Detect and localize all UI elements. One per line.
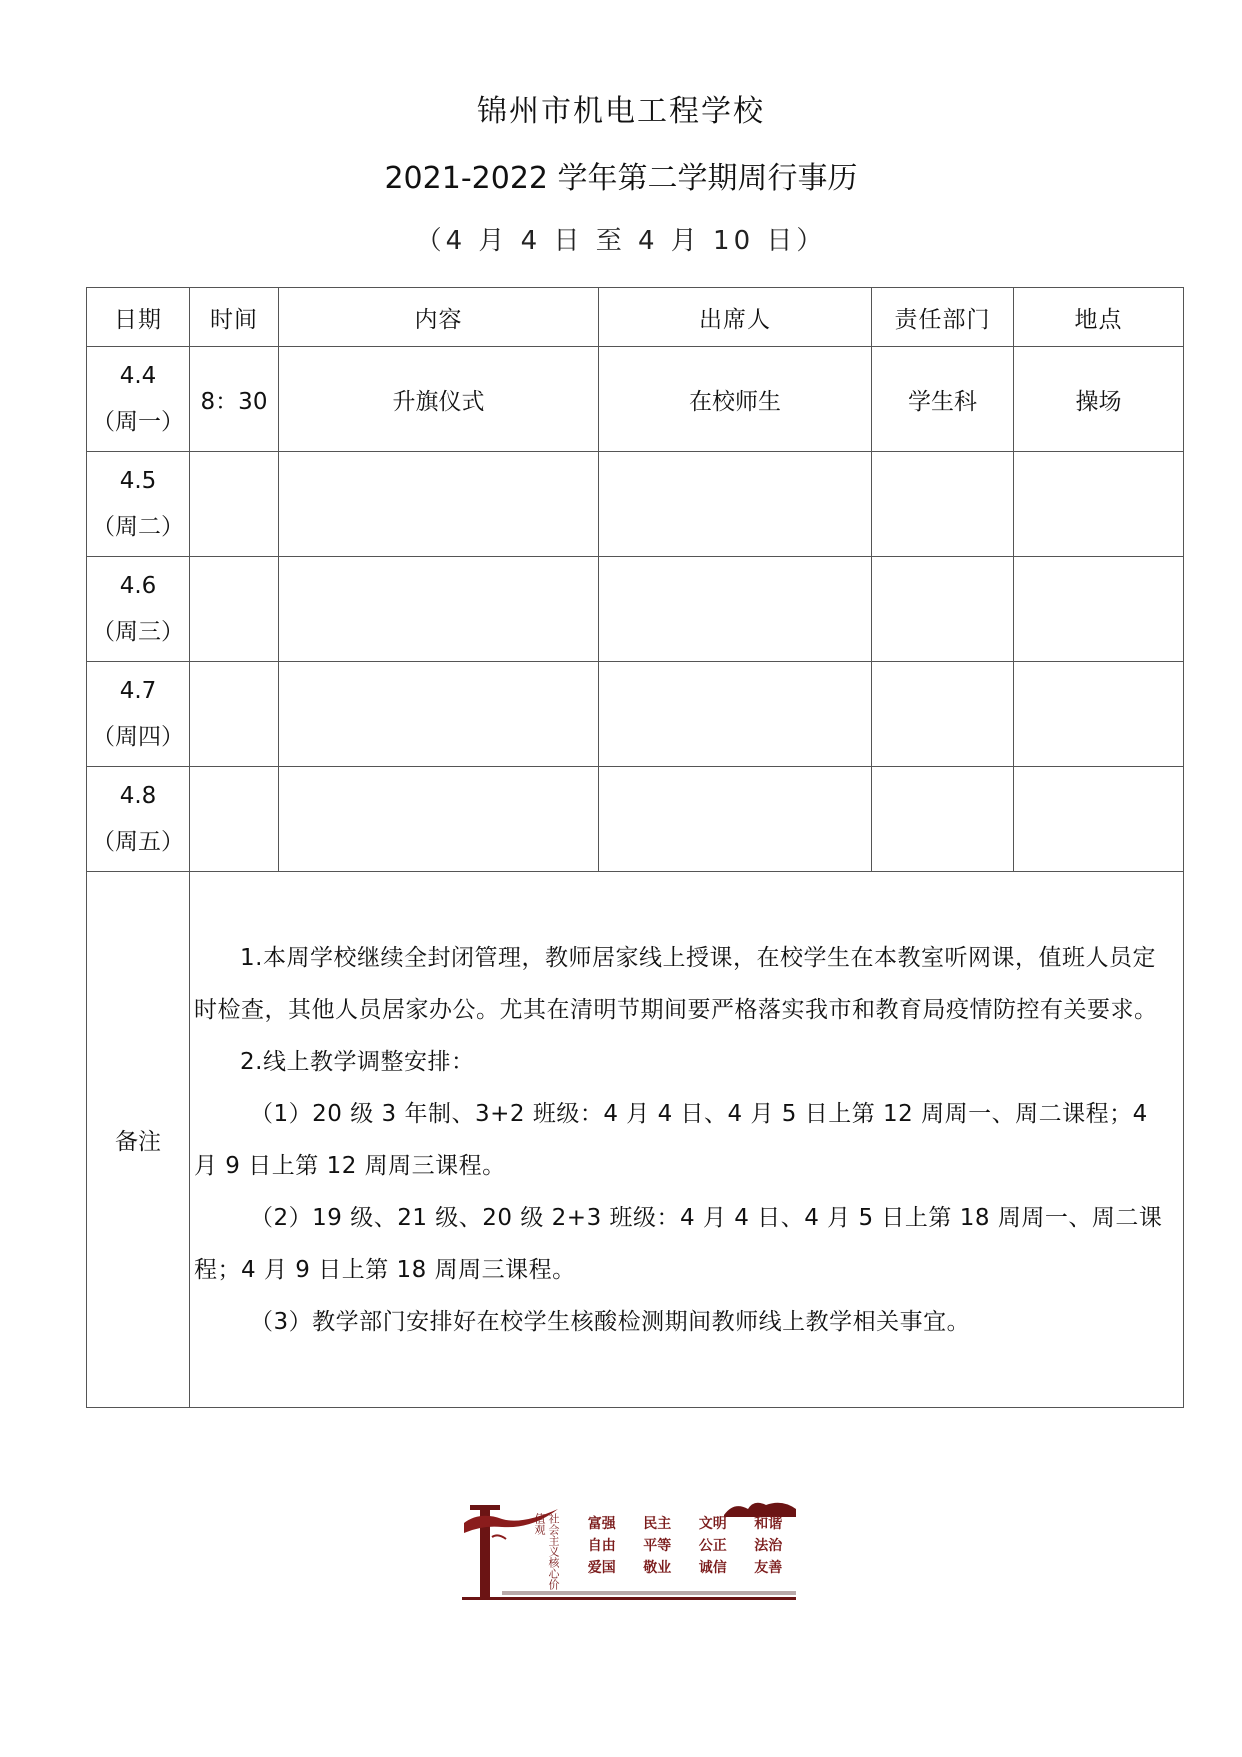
note-paragraph: （3）教学部门安排好在校学生核酸检测期间教师线上教学相关事宜。 — [250, 1308, 971, 1335]
time-cell — [190, 452, 279, 557]
calendar-title: 2021-2022 学年第二学期周行事历 — [384, 161, 858, 196]
date: 4.4 — [119, 363, 157, 389]
content-cell — [279, 557, 599, 662]
header-row — [87, 288, 1184, 347]
location-cell — [1014, 452, 1184, 557]
date-cell — [87, 452, 190, 557]
core-value: 平等 — [643, 1538, 672, 1554]
date-cell — [87, 767, 190, 872]
core-value: 自由 — [587, 1538, 616, 1554]
attendees-cell — [599, 767, 872, 872]
attendees-cell — [599, 452, 872, 557]
col-header-location: 地点 — [1014, 288, 1184, 347]
content-cell — [279, 767, 599, 872]
time-cell: 8：30 — [190, 347, 279, 452]
core-value: 富强 — [587, 1516, 616, 1532]
weekday: （周四） — [92, 724, 184, 750]
location-cell — [1014, 557, 1184, 662]
department-cell — [872, 557, 1014, 662]
attendees-cell — [599, 662, 872, 767]
table-row — [87, 452, 1184, 557]
note-paragraph: （2）19 级、21 级、20 级 2+3 班级：4 月 4 日、4 月 5 日上第 18 周周一、周二课程；4 月 9 日上第 18 周周三课程。 — [194, 1204, 1163, 1283]
weekday: （周五） — [92, 829, 184, 855]
note-paragraph: （1）20 级 3 年制、3+2 班级：4 月 4 日、4 月 5 日上第 12 周周一、周二课程；4 月 9 日上第 12 周周三课程。 — [194, 1100, 1148, 1179]
core-value: 民主 — [643, 1516, 672, 1532]
department-cell: 学生科 — [872, 347, 1014, 452]
weekday: （周二） — [92, 514, 184, 540]
note-paragraph: 2.线上教学调整安排： — [240, 1048, 475, 1075]
col-header-department: 责任部门 — [872, 288, 1014, 347]
col-header-content: 内容 — [279, 288, 599, 347]
notes-cell — [190, 872, 1184, 1408]
date-range: （4 月 4 日 至 4 月 10 日） — [415, 226, 827, 256]
content-cell: 升旗仪式 — [279, 347, 599, 452]
col-header-time: 时间 — [190, 288, 279, 347]
core-values-vertical-text: 社会主义核心价值观 — [533, 1513, 560, 1590]
core-values-grid — [574, 1515, 796, 1577]
attendees-cell: 在校师生 — [599, 347, 872, 452]
core-value: 法治 — [754, 1538, 783, 1554]
date-cell — [87, 347, 190, 452]
date: 4.7 — [119, 678, 157, 704]
core-value: 文明 — [698, 1516, 727, 1532]
core-value: 敬业 — [643, 1560, 672, 1576]
notes-label: 备注 — [87, 872, 190, 1408]
date: 4.6 — [119, 573, 157, 599]
department-cell — [872, 662, 1014, 767]
weekday: （周一） — [92, 409, 184, 435]
location-cell — [1014, 662, 1184, 767]
core-value: 诚信 — [698, 1560, 727, 1576]
core-value: 公正 — [698, 1538, 727, 1554]
school-name: 锦州市机电工程学校 — [477, 94, 765, 129]
date: 4.8 — [119, 783, 157, 809]
col-header-date: 日期 — [87, 288, 190, 347]
time-cell — [190, 557, 279, 662]
location-cell — [1014, 767, 1184, 872]
table-row — [87, 662, 1184, 767]
core-value: 和谐 — [754, 1516, 783, 1532]
department-cell — [872, 452, 1014, 557]
content-cell — [279, 452, 599, 557]
date-cell — [87, 557, 190, 662]
date: 4.5 — [119, 468, 157, 494]
core-value: 爱国 — [587, 1560, 616, 1576]
date-cell — [87, 662, 190, 767]
table-row — [87, 767, 1184, 872]
note-paragraph: 1.本周学校继续全封闭管理，教师居家线上授课，在校学生在本教室听网课，值班人员定时检查，其他人员居家办公。尤其在清明节期间要严格落实我市和教育局疫情防控有关要求。 — [194, 944, 1158, 1023]
weekly-calendar-table — [86, 287, 1184, 1408]
time-cell — [190, 662, 279, 767]
table-row — [87, 557, 1184, 662]
attendees-cell — [599, 557, 872, 662]
core-value: 友善 — [754, 1560, 783, 1576]
col-header-attendees: 出席人 — [599, 288, 872, 347]
notes-row — [87, 872, 1184, 1408]
content-cell — [279, 662, 599, 767]
weekday: （周三） — [92, 619, 184, 645]
time-cell — [190, 767, 279, 872]
core-values-logo — [462, 1493, 796, 1603]
department-cell — [872, 767, 1014, 872]
location-cell: 操场 — [1014, 347, 1184, 452]
table-row — [87, 347, 1184, 452]
